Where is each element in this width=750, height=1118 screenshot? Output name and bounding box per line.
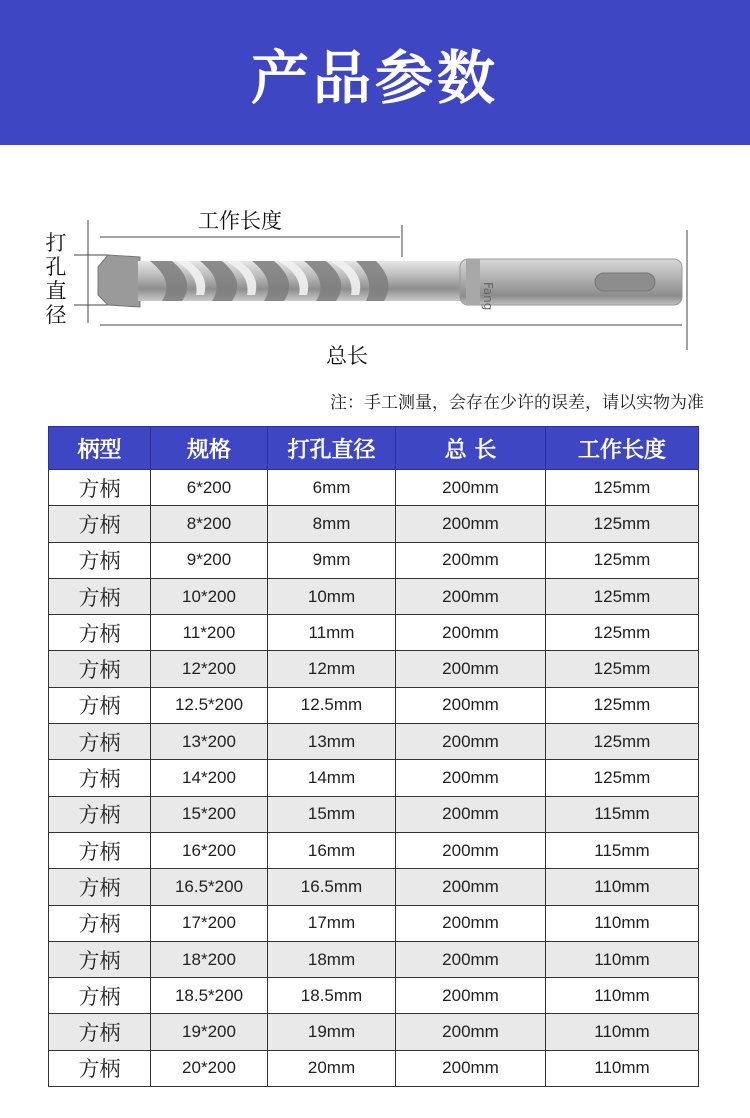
cell-shank-type: 方柄	[49, 615, 151, 651]
cell-work-length: 110mm	[546, 978, 699, 1014]
table-row	[49, 615, 699, 651]
cell-spec: 13*200	[151, 724, 268, 760]
cell-shank-type: 方柄	[49, 724, 151, 760]
cell-shank-type: 方柄	[49, 905, 151, 941]
table-row	[49, 869, 699, 905]
cell-spec: 20*200	[151, 1050, 268, 1086]
cell-drill-diameter: 15mm	[268, 796, 396, 832]
cell-spec: 9*200	[151, 542, 268, 578]
cell-drill-diameter: 11mm	[268, 615, 396, 651]
header-work-length: 工作长度	[546, 427, 699, 470]
cell-total-length: 200mm	[396, 978, 546, 1014]
table-row	[49, 796, 699, 832]
drill-diameter-char: 孔	[45, 255, 67, 279]
cell-work-length: 125mm	[546, 506, 699, 542]
cell-work-length: 115mm	[546, 796, 699, 832]
cell-spec: 19*200	[151, 1014, 268, 1050]
cell-work-length: 125mm	[546, 724, 699, 760]
cell-spec: 15*200	[151, 796, 268, 832]
table-row	[49, 1014, 699, 1050]
table-row	[49, 832, 699, 868]
cell-spec: 8*200	[151, 506, 268, 542]
cell-total-length: 200mm	[396, 506, 546, 542]
cell-total-length: 200mm	[396, 905, 546, 941]
cell-shank-type: 方柄	[49, 651, 151, 687]
cell-drill-diameter: 16.5mm	[268, 869, 396, 905]
drill-diameter-char: 直	[45, 279, 67, 303]
cell-shank-type: 方柄	[49, 1014, 151, 1050]
cell-shank-type: 方柄	[49, 832, 151, 868]
cell-shank-type: 方柄	[49, 1050, 151, 1086]
cell-total-length: 200mm	[396, 760, 546, 796]
cell-total-length: 200mm	[396, 1014, 546, 1050]
table-row	[49, 687, 699, 723]
spec-table	[48, 426, 699, 1087]
table-row	[49, 905, 699, 941]
table-row	[49, 542, 699, 578]
table-row	[49, 506, 699, 542]
cell-shank-type: 方柄	[49, 542, 151, 578]
cell-drill-diameter: 18mm	[268, 941, 396, 977]
cell-drill-diameter: 9mm	[268, 542, 396, 578]
cell-spec: 6*200	[151, 470, 268, 506]
table-row	[49, 978, 699, 1014]
drill-diameter-char: 径	[45, 303, 67, 327]
cell-drill-diameter: 20mm	[268, 1050, 396, 1086]
cell-work-length: 110mm	[546, 1014, 699, 1050]
cell-work-length: 115mm	[546, 832, 699, 868]
cell-spec: 17*200	[151, 905, 268, 941]
cell-work-length: 125mm	[546, 578, 699, 614]
cell-spec: 12.5*200	[151, 687, 268, 723]
cell-total-length: 200mm	[396, 578, 546, 614]
table-row	[49, 941, 699, 977]
header-drill-diameter: 打孔直径	[268, 427, 396, 470]
cell-spec: 16.5*200	[151, 869, 268, 905]
cell-drill-diameter: 13mm	[268, 724, 396, 760]
table-row	[49, 578, 699, 614]
drill-bit-illustration	[0, 145, 750, 385]
work-length-label: 工作长度	[198, 209, 282, 233]
cell-spec: 14*200	[151, 760, 268, 796]
header-total-length: 总 长	[396, 427, 546, 470]
cell-shank-type: 方柄	[49, 687, 151, 723]
cell-work-length: 110mm	[546, 1050, 699, 1086]
page-header	[0, 0, 750, 145]
cell-work-length: 110mm	[546, 941, 699, 977]
cell-spec: 18*200	[151, 941, 268, 977]
cell-total-length: 200mm	[396, 941, 546, 977]
cell-work-length: 125mm	[546, 542, 699, 578]
cell-total-length: 200mm	[396, 651, 546, 687]
cell-work-length: 125mm	[546, 470, 699, 506]
cell-shank-type: 方柄	[49, 470, 151, 506]
cell-total-length: 200mm	[396, 542, 546, 578]
cell-drill-diameter: 16mm	[268, 832, 396, 868]
cell-work-length: 125mm	[546, 615, 699, 651]
header-spec: 规格	[151, 427, 268, 470]
drill-diameter-label	[44, 231, 68, 327]
cell-spec: 12*200	[151, 651, 268, 687]
cell-drill-diameter: 6mm	[268, 470, 396, 506]
cell-drill-diameter: 10mm	[268, 578, 396, 614]
cell-total-length: 200mm	[396, 724, 546, 760]
table-row	[49, 1050, 699, 1086]
table-row	[49, 470, 699, 506]
table-body	[49, 470, 699, 1087]
table-row	[49, 651, 699, 687]
cell-shank-type: 方柄	[49, 941, 151, 977]
cell-drill-diameter: 12mm	[268, 651, 396, 687]
page-title: 产品参数	[250, 43, 499, 112]
cell-shank-type: 方柄	[49, 796, 151, 832]
cell-spec: 11*200	[151, 615, 268, 651]
cell-total-length: 200mm	[396, 832, 546, 868]
total-length-label: 总长	[326, 344, 368, 368]
cell-drill-diameter: 8mm	[268, 506, 396, 542]
drill-bit-diagram	[0, 145, 750, 385]
cell-total-length: 200mm	[396, 869, 546, 905]
cell-total-length: 200mm	[396, 615, 546, 651]
table-row	[49, 724, 699, 760]
cell-total-length: 200mm	[396, 1050, 546, 1086]
cell-drill-diameter: 17mm	[268, 905, 396, 941]
cell-drill-diameter: 18.5mm	[268, 978, 396, 1014]
cell-shank-type: 方柄	[49, 506, 151, 542]
shank-marking: Fang	[481, 282, 495, 311]
cell-work-length: 125mm	[546, 651, 699, 687]
cell-shank-type: 方柄	[49, 760, 151, 796]
cell-drill-diameter: 19mm	[268, 1014, 396, 1050]
cell-total-length: 200mm	[396, 796, 546, 832]
cell-work-length: 110mm	[546, 869, 699, 905]
cell-spec: 16*200	[151, 832, 268, 868]
cell-drill-diameter: 12.5mm	[268, 687, 396, 723]
cell-work-length: 125mm	[546, 760, 699, 796]
cell-total-length: 200mm	[396, 687, 546, 723]
table-row	[49, 760, 699, 796]
cell-work-length: 125mm	[546, 687, 699, 723]
cell-shank-type: 方柄	[49, 978, 151, 1014]
cell-spec: 10*200	[151, 578, 268, 614]
cell-spec: 18.5*200	[151, 978, 268, 1014]
drill-diameter-char: 打	[45, 231, 67, 255]
cell-drill-diameter: 14mm	[268, 760, 396, 796]
cell-total-length: 200mm	[396, 470, 546, 506]
cell-shank-type: 方柄	[49, 869, 151, 905]
cell-shank-type: 方柄	[49, 578, 151, 614]
measurement-note: 注：手工测量，会存在少许的误差，请以实物为准	[330, 393, 704, 413]
header-shank-type: 柄型	[49, 427, 151, 470]
cell-work-length: 110mm	[546, 905, 699, 941]
table-header-row	[49, 427, 699, 470]
